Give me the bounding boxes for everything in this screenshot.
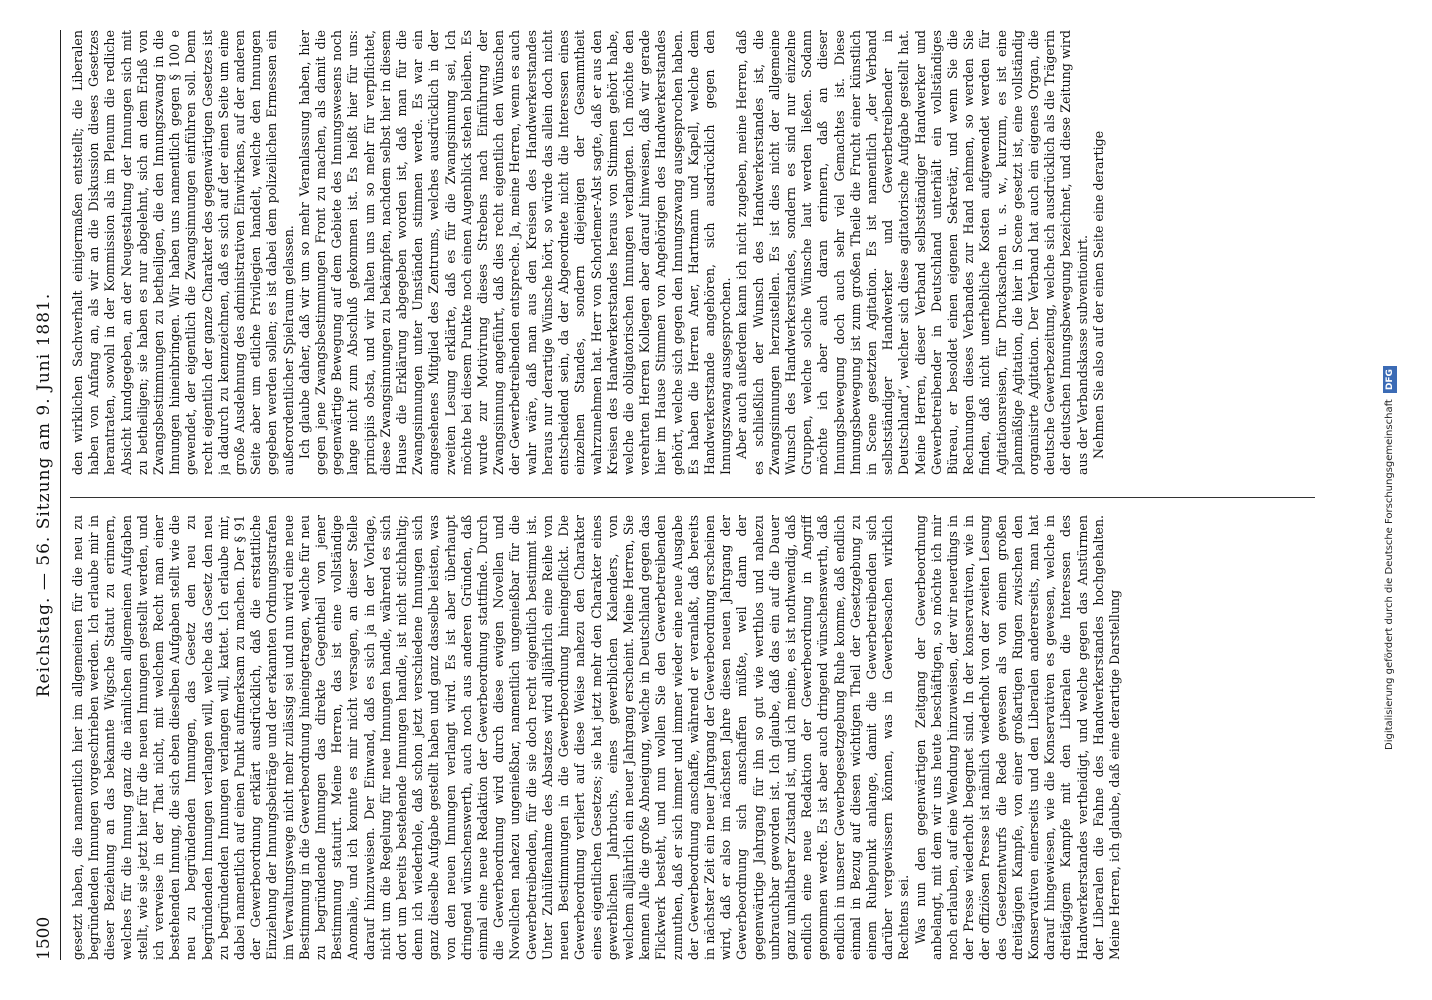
running-head-title: Reichstag. — 56. Sitzung am 9. Juni 1881. [34,292,54,698]
paragraph: Aber auch außerdem kann ich nicht zugeben, meine Herren, daß es schließlich der Wunsch des Handwerkerstandes ist, die Zwangsinnungen herzustellen. Es ist dies nicht der allgemeine Wunsch des Handwerkerstandes, sondern es sind nur einzelne Gruppen, welche solche Wünsche laut werden ließen. Sodann möchte ich aber auch daran erinnern, daß an dieser Innungsbewegung doch auch sehr viel Gemachtes ist. Diese Innungsbewegung ist zum großen Theile die Frucht einer künstlich in Scene gesetzten Agitation. Es ist namentlich „der Verband selbstständiger Handwerker und Gewerbetreibender in Deutschland“, welcher sich diese agitatorische Aufgabe gestellt hat. Meine Herren, dieser Verband selbstständiger Handwerker und Gewerbetreibender in Deutschland unterhält ein vollständiges Büreau, er besoldet einen eigenen Sekretär, und wenn Sie die Rechnungen dieses Verbandes zur Hand nehmen, so werden Sie finden, daß nicht unerhebliche Kosten aufgewendet werden für Agitationsreisen, für Drucksachen u. s. w., kurzum, es ist eine planmäßige Agitation, die hier in Scene gesetzt ist, eine vollständig organisirte Agitation. Der Verband hat auch ein eigenes Organ, die deutsche Gewerbezeitung, welche sich ausdrücklich als die Trägerin der deutschen Innungsbewegung bezeichnet, und diese Zeitung wird aus der Verbandskasse subventionirt. [734,30,1090,475]
dfg-logo: DFG [1383,366,1397,393]
page-number: 1500 [34,916,54,960]
paragraph: Nehmen Sie also auf der einen Seite eine derartige [1090,130,1106,459]
text-column-right [70,30,1315,475]
digitization-credit [1380,250,1400,750]
page-header [30,30,58,960]
paragraph: Was nun den gegenwärtigen Zeitgang der Gewerbeordnung anbelangt, mit dem wir uns heute beschäftigen, so möchte ich mir noch erlauben, auf eine Wendung hinzuweisen, der wir neuerdings in der Presse wiederholt begegnet sind. In der konservativen, wie in der offiziösen Presse ist nämlich wiederholt von der zweiten Lesung des Gesetzentwurfs die Rede gewesen als von einem großen dreitägigen Kampfe, von einer großartigen Ringen zwischen den Konservativen einerseits und den Liberalen andererseits, man hat darauf hingewiesen, wie die Konservativen es gewesen, welche in dreitägigem Kampfe mit den Liberalen die Interessen des Handwerkerstandes vertheidigt, und welche gegen das Anstürmen der Liberalen die Fahne des Handwerkerstandes hochgehalten. Meine Herren, ich glaube, daß eine derartige Darstellung [912,515,1122,960]
paragraph: Ich glaube daher, daß wir um so mehr Veranlassung haben, hier gegen jene Zwangsbestimmungen Front zu machen, als damit die gegenwärtige Bewegung auf dem Gebiete des Innungswesens noch lange nicht zum Abschluß gekommen ist. Es heißt hier für uns: principiis obsta, und wir halten uns um so mehr für verpflichtet, diese Zwangsinnungen zu bekämpfen, nachdem selbst hier in diesem Hause die Erklärung abgegeben worden ist, daß man für die Zwangsinnungen unter Umständen stimmen werde. Es war ein angesehenes Mitglied des Zentrums, welches ausdrücklich in der zweiten Lesung erklärte, daß es für die Zwangsinnung sei, Ich möchte bei diesem Punkte noch einen Augenblick stehen bleiben. Es wurde zur Motivirung dieses Strebens nach Einführung der Zwangsinnung angeführt, daß dies recht eigentlich den Wünschen der Gewerbetreibenden entspreche. Ja, meine Herren, wenn es auch wahr wäre, daß man aus den Kreisen des Handwerkerstandes heraus nur derartige Wünsche hört, so würde das allein doch nicht entscheidend sein, da der Abgeordnete nicht die Interessen eines einzelnen Standes, sondern diejenigen der Gesammtheit wahrzunehmen hat. Herr von Schorlemer-Alst sagte, daß er aus den Kreisen des Handwerkerstandes heraus von Stimmen gehört habe, welche die obligatorischen Innungen verlangten. Ich möchte den verehrten Herren Kollegen aber darauf hinweisen, daß wir gerade hier im Hause Stimmen von Angehörigen des Handwerkerstandes gehört, welche sich gegen den Innungszwang ausgesprochen haben. Es haben die Herren Aner, Hartmann und Kapell, welche dem Handwerkerstande angehören, sich ausdrücklich gegen den Innungszwang ausgesprochen. [296,30,734,475]
header-rule [60,30,61,960]
text-column-left [70,515,1315,960]
paragraph: gesetzt haben, die namentlich hier im allgemeinen für die neu zu begründenden Innungen vorgeschrieben werden. Ich erlaube mir in dieser Beziehung an das bekannte Wigsche Statut zu erinnern, welches für die Innung ganz die nämlichen allgemeinen Aufgaben stellt, wie sie jetzt hier für die neuen Innungen gestellt werden, und ich verweise in der That nicht, mit welchem Recht man einer bestehenden Innung, die sich eben dieselben Aufgaben stellt wie die neu zu begründenden Innungen, das Gesetz den neu zu begründenden Innungen verlangen will, welche das Gesetz den neu zu begründenden Innungen verlangen will, kattet. Ich erlaube mir, dabei namentlich auf einen Punkt aufmerksam zu machen. Der § 91 der Gewerbeordnung erklärt ausdrücklich, daß die erstattliche Einziehung der Innungsbeiträge und der erkannten Ordnungsstrafen im Verwaltungswege nicht mehr zulässig sei und nun wird eine neue Bestimmung in die Gewerbeordnung hineingetragen, welche für neu zu begründende Innungen das direkte Gegentheil von jener Bestimmung statuirt. Meine Herren, das ist eine vollständige Anomalie, und ich konnte es mir nicht versagen, an dieser Stelle darauf hinzuweisen. Der Einwand, daß es sich ja in der Vorlage, nicht um die Regelung für neue Innungen handle, während es sich dort um bereits bestehende Innungen handle, ist nicht stichhaltig; denn ich wiederhole, daß schon jetzt verschiedene Innungen sich ganz dieselbe Aufgabe gestellt haben und ganz dasselbe leisten, was von den neuen Innungen verlangt wird. Es ist aber überhaupt dringend wünschenswerth, auch noch aus anderen Gründen, daß einmal eine neue Redaktion der Gewerbeordnung stattfinde. Durch die Gewerbeordnung wird durch diese ewigen Novellen und Novellchen nahezu ungenießbar, namentlich ungenießbar für die Gewerbetreibenden, für die sie doch recht eigentlich bestimmt ist. Unter Zuhülfenahme des Absatzes wird alljährlich eine Reihe von neuen Bestimmungen in die Gewerbeordnung hineingeflickt. Die Gewerbeordnung verliert auf diese Weise nahezu den Charakter eines eigentlichen Gesetzes; sie hat jetzt mehr den Charakter eines gewerblichen Jahrbuchs, eines gewerblichen Kalenders, von welchem alljährlich ein neuer Jahrgang erscheint. Meine Herren, Sie kennen Alle die große Abneigung, welche in Deutschland gegen das Flickwerk besteht, und nun wollen Sie den Gewerbetreibenden zumuthen, daß er sich immer und immer wieder eine neue Ausgabe der Gewerbeordnung anschaffe, während er veranlaßt, daß bereits in nächster Zeit ein neuer Jahrgang der Gewerbeordnung erscheinen wird, daß er also im nächsten Jahre diesen neuen Jahrgang der Gewerbeordnung sich anschaffen müßte, weil dann der gegenwärtige Jahrgang für ihn so gut wie werthlos und nahezu unbrauchbar geworden ist. Ich glaube, daß das ein auf die Dauer ganz unhaltbarer Zustand ist, und ich meine, es ist nothwendig, daß endlich eine neue Redaktion der Gewerbeordnung in Angriff genommen werde. Es ist aber auch dringend wünschenswerth, daß endlich in unserer Gewerbegesetzgebung Ruhe komme, daß endlich einmal in Bezug auf diesen wichtigen Theil der Gesetzgebung zu einem Ruhepunkt anlange, damit die Gewerbetreibenden sich darüber vergewissern können, was in Gewerbesachen wirklich Rechtens sei. [70,515,912,960]
column-divider [70,497,1315,498]
credit-text: Digitalisierung gefördert durch die Deutsche Forschungsgemeinschaft [1384,399,1395,750]
paragraph: den wirklichen Sachverhalt einigermaßen entstellt; die Liberalen haben von Anfang an, als wir an die Diskussion dieses Gesetzes herantraten, sowohl in der Kommission als im Plenum die redliche Absicht kundgegeben, an der Neugestaltung der Innungen sich mit zu betheiligen; sie haben es nur abgelehnt, sich an dem Erlaß von Zwangsbestimmungen zu betheiligen, die den Innungszwang in die Innungen hineinbringen. Wir haben uns namentlich gegen § 100 e gewendet, der eigentlich die Zwangsinnungen einführen soll. Denn recht eigentlich der ganze Charakter des gegenwärtigen Gesetzes ist ja dadurch zu kennzeichnen, daß es sich auf der einen Seite um eine große Ausdehnung des administrativen Einwirkens, auf der anderen Seite aber um etliche Privilegien handelt, welche den Innungen gegeben werden sollen; es ist dabei dem polizeilichen Ermessen ein außerordentlicher Spielraum gelassen. [70,30,296,475]
